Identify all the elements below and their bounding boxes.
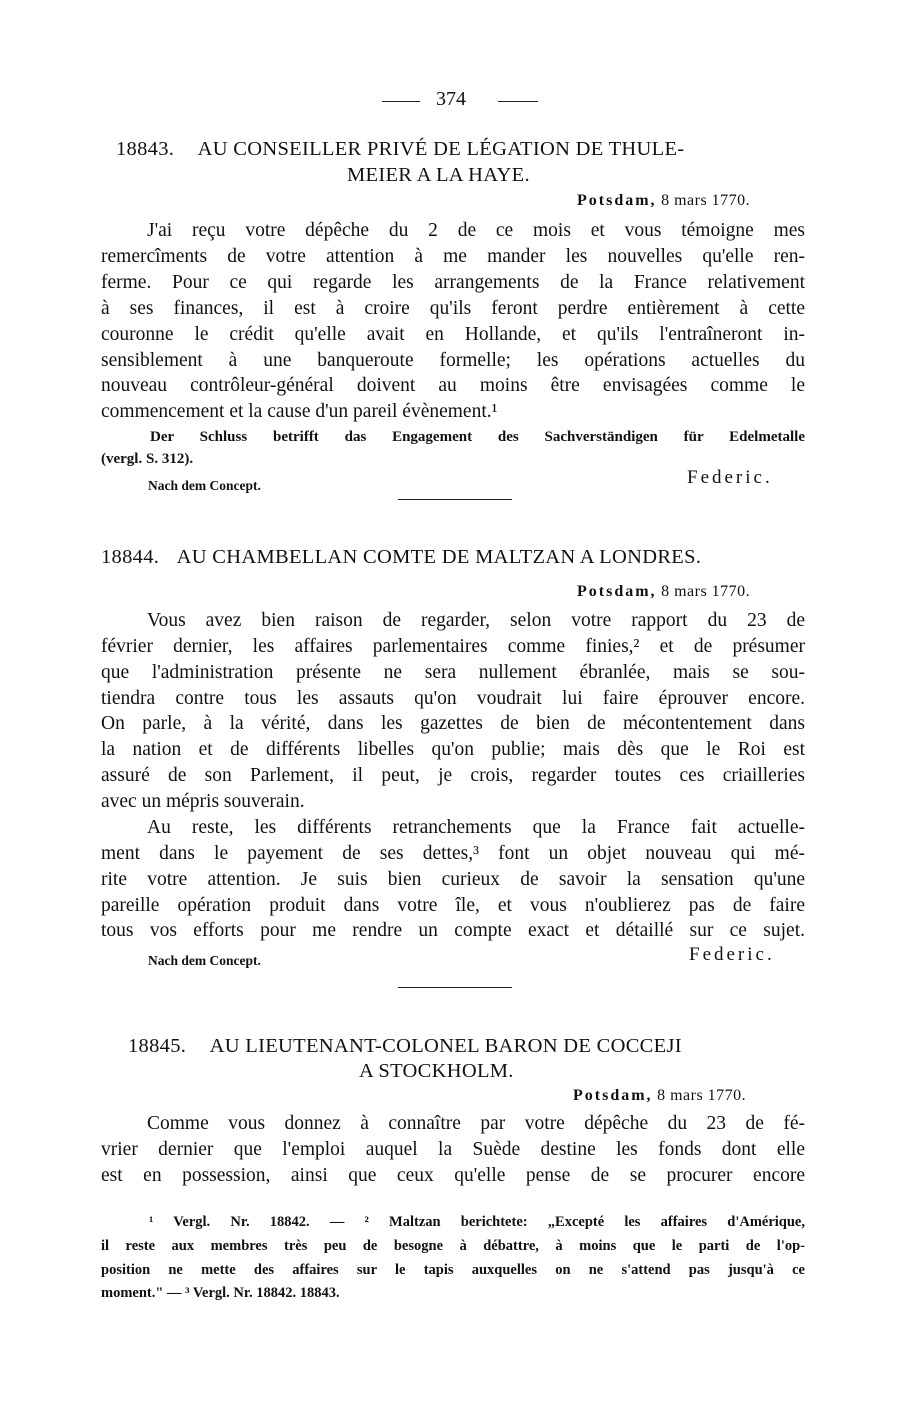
letter-number: 18845. (128, 1035, 187, 1057)
paragraph-line: vrier dernier que l'emploi auquel la Suède destine les fonds dont elle (101, 1139, 805, 1160)
page-number: 374 (436, 88, 466, 110)
source-note: Nach dem Concept. (148, 953, 261, 968)
page-number-rule-left (382, 101, 420, 102)
letter-addressee: AU LIEUTENANT-COLONEL BARON DE COCCEJI (209, 1035, 682, 1057)
paragraph-line: assuré de son Parlement, il peut, je crois, regarder toutes ces criailleries (101, 765, 805, 786)
letter-place: Potsdam, (577, 583, 657, 600)
letter-date: 8 mars 1770. (661, 583, 751, 600)
paragraph-line: ferme. Pour ce qui regarde les arrangements de la France relativement (101, 272, 805, 293)
section-divider (398, 987, 512, 988)
section-divider (398, 499, 512, 500)
letter-heading-cont: A STOCKHOLM. (359, 1060, 514, 1082)
footnote-line: moment." — ³ Vergl. Nr. 18842. 18843. (101, 1285, 340, 1301)
letter-heading (116, 138, 684, 161)
letter-heading (128, 1035, 682, 1058)
paragraph-line: ment dans le payement de ses dettes,³ font un objet nouveau qui mé- (101, 843, 805, 864)
letter-date: 8 mars 1770. (661, 192, 751, 209)
letter-place: Potsdam, (573, 1087, 653, 1104)
editor-note: Der Schluss betrifft das Engagement des Sachverständigen für Edelmetalle (150, 429, 805, 445)
editor-note: (vergl. S. 312). (101, 451, 194, 467)
paragraph-line: Comme vous donnez à connaître par votre dépêche du 23 de fé- (147, 1113, 805, 1134)
letter-heading (101, 546, 701, 569)
paragraph-line: tous vos efforts pour me rendre un compte exact et détaillé sur ce sujet. (101, 920, 805, 941)
letter-number: 18844. (101, 546, 160, 568)
paragraph-line: est en possession, ainsi que ceux qu'elle pense de se procurer encore (101, 1165, 805, 1186)
paragraph-line: la nation et de différents libelles qu'on publie; mais dès que le Roi est (101, 739, 805, 760)
paragraph-line: On parle, à la vérité, dans les gazettes de bien de mécontentement dans (101, 713, 805, 734)
paragraph-line: nouveau contrôleur-général doivent au moins être envisagées comme le (101, 375, 805, 396)
page-number-rule-right (498, 101, 538, 102)
paragraph-line: février dernier, les affaires parlementaires comme finies,² et de présumer (101, 636, 805, 657)
footnote-line: ¹ Vergl. Nr. 18842. — ² Maltzan berichtete: „Excepté les affaires d'Amérique, (149, 1214, 805, 1230)
paragraph-line: remercîments de votre attention à me mander les nouvelles qu'elle ren- (101, 246, 805, 267)
paragraph-line: à ses finances, il est à croire qu'ils feront perdre entièrement à cette (101, 298, 805, 319)
letter-addressee: AU CHAMBELLAN COMTE DE MALTZAN A LONDRES. (176, 546, 702, 568)
paragraph-line: sensiblement à une banqueroute formelle; les opérations actuelles du (101, 350, 805, 371)
letter-dateline (577, 579, 750, 604)
paragraph-line: que l'administration présente ne sera nullement ébranlée, mais se sou- (101, 662, 805, 683)
paragraph-line: pareille opération produit dans votre île, et vous n'oublierez pas de faire (101, 895, 805, 916)
paragraph-line: rite votre attention. Je suis bien curieux de savoir la sensation qu'une (101, 869, 805, 890)
paragraph-line: J'ai reçu votre dépêche du 2 de ce mois et vous témoigne mes (147, 220, 805, 241)
signature: Federic. (687, 467, 773, 488)
letter-addressee: AU CONSEILLER PRIVÉ DE LÉGATION DE THULE- (197, 138, 685, 160)
footnote-line: il reste aux membres très peu de besogne à débattre, à moins que le parti de l'op- (101, 1238, 805, 1254)
source-note: Nach dem Concept. (148, 478, 261, 493)
letter-number: 18843. (116, 138, 175, 160)
paragraph-line: avec un mépris souverain. (101, 791, 305, 812)
letter-dateline (573, 1083, 746, 1108)
footnote-line: position ne mette des affaires sur le tapis auxquelles on ne s'attend pas jusqu'à ce (101, 1262, 805, 1278)
signature: Federic. (689, 944, 775, 965)
paragraph-line: couronne le crédit qu'elle avait en Hollande, et qu'ils l'entraîneront in- (101, 324, 805, 345)
paragraph-line: commencement et la cause d'un pareil évènement.¹ (101, 401, 498, 422)
paragraph-line: Vous avez bien raison de regarder, selon votre rapport du 23 de (147, 610, 805, 631)
letter-place: Potsdam, (577, 192, 657, 209)
letter-heading-cont: MEIER A LA HAYE. (347, 164, 530, 186)
paragraph-line: Au reste, les différents retranchements que la France fait actuelle- (147, 817, 805, 838)
letter-date: 8 mars 1770. (657, 1087, 747, 1104)
letter-dateline (577, 188, 750, 213)
paragraph-line: tiendra contre tous les assauts qu'on voudrait lui faire éprouver encore. (101, 688, 805, 709)
